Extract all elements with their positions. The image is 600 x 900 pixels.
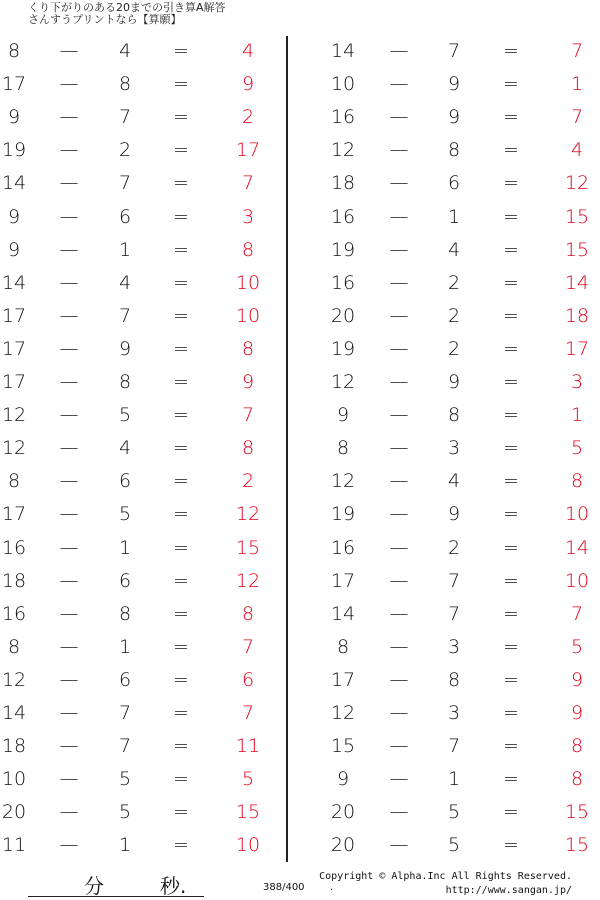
subtrahend: 7 <box>447 735 461 758</box>
subtrahend: 9 <box>118 337 132 360</box>
minuend: 17 <box>1 503 27 526</box>
minuend: 16 <box>1 602 27 625</box>
minus-sign: — <box>59 834 79 857</box>
answer: 2 <box>241 470 255 493</box>
page-number: 388/400 <box>263 882 305 893</box>
equals-sign: = <box>503 602 519 625</box>
minuend: 14 <box>330 602 356 625</box>
minuend: 14 <box>1 172 27 195</box>
minuend: 12 <box>330 371 356 393</box>
equals-sign: = <box>503 337 519 360</box>
minus-sign: — <box>59 602 79 625</box>
minus-sign: — <box>389 768 409 791</box>
minus-sign: — <box>59 304 79 327</box>
answer: 6 <box>241 668 255 691</box>
answer: 10 <box>235 834 261 857</box>
answer: 15 <box>235 536 261 559</box>
equals-sign: = <box>503 569 519 592</box>
answer: 12 <box>235 569 261 592</box>
minuend: 10 <box>330 73 356 96</box>
equals-sign: = <box>503 834 519 857</box>
answer: 10 <box>564 503 590 526</box>
minuend: 17 <box>1 304 27 327</box>
minus-sign: — <box>389 172 409 195</box>
equals-sign: = <box>503 536 519 559</box>
copyright-text: Copyright © Alpha.Inc All Rights Reserved. <box>319 871 572 882</box>
subtrahend: 9 <box>447 503 461 526</box>
answer: 7 <box>241 172 255 195</box>
minus-sign: — <box>389 602 409 625</box>
minus-sign: — <box>389 238 409 261</box>
equals-sign: = <box>503 106 519 129</box>
subtrahend: 2 <box>447 304 461 327</box>
equals-sign: = <box>503 205 519 228</box>
answer: 8 <box>241 337 255 360</box>
minus-sign: — <box>59 536 79 559</box>
seconds-label: 秒. <box>160 874 187 898</box>
minus-sign: — <box>389 668 409 691</box>
minuend: 9 <box>336 404 350 427</box>
minuend: 8 <box>7 40 21 62</box>
equals-sign: = <box>173 768 189 791</box>
subtrahend: 7 <box>118 702 132 724</box>
answer: 4 <box>241 40 255 62</box>
minus-sign: — <box>59 337 79 360</box>
answer: 10 <box>235 271 261 294</box>
minuend: 12 <box>330 702 356 724</box>
minus-sign: — <box>389 205 409 228</box>
minuend: 16 <box>330 536 356 559</box>
equals-sign: = <box>173 503 189 526</box>
minus-sign: — <box>59 569 79 592</box>
minus-sign: — <box>59 768 79 791</box>
title-line-1: くり下がりのある20までの引き算A解答 <box>28 1 226 14</box>
minuend: 17 <box>1 73 27 96</box>
minus-sign: — <box>389 73 409 96</box>
equals-sign: = <box>503 668 519 691</box>
minuend: 14 <box>1 271 27 294</box>
minuend: 14 <box>1 702 27 724</box>
copyright-block <box>319 870 572 898</box>
subtrahend: 3 <box>447 437 461 460</box>
subtrahend: 1 <box>447 768 461 791</box>
equals-sign: = <box>173 404 189 427</box>
minus-sign: — <box>389 40 409 62</box>
subtrahend: 9 <box>447 371 461 393</box>
minuend: 12 <box>330 470 356 493</box>
subtrahend: 8 <box>447 404 461 427</box>
subtrahend: 1 <box>447 205 461 228</box>
minuend: 8 <box>336 635 350 658</box>
minus-sign: — <box>59 801 79 824</box>
minus-sign: — <box>389 371 409 393</box>
answer: 10 <box>564 569 590 592</box>
minus-sign: — <box>59 139 79 162</box>
answer: 1 <box>570 73 584 96</box>
minuend: 19 <box>330 238 356 261</box>
subtrahend: 5 <box>118 404 132 427</box>
equals-sign: = <box>173 437 189 460</box>
equals-sign: = <box>173 106 189 129</box>
worksheet-title <box>28 2 226 26</box>
minuend: 16 <box>330 205 356 228</box>
site-url: http://www.sangan.jp/ <box>445 885 572 896</box>
minus-sign: — <box>389 437 409 460</box>
minuend: 17 <box>330 668 356 691</box>
answer: 3 <box>570 371 584 393</box>
equals-sign: = <box>503 702 519 724</box>
answer: 14 <box>564 536 590 559</box>
minuend: 10 <box>1 768 27 791</box>
answer: 8 <box>241 602 255 625</box>
subtrahend: 7 <box>118 735 132 758</box>
minus-sign: — <box>59 106 79 129</box>
subtrahend: 4 <box>118 40 132 62</box>
title-line-2: さんすうプリントなら【算願】 <box>28 13 182 26</box>
subtrahend: 2 <box>447 536 461 559</box>
minuend: 16 <box>330 271 356 294</box>
subtrahend: 5 <box>118 801 132 824</box>
minus-sign: — <box>389 801 409 824</box>
answer: 14 <box>564 271 590 294</box>
minuend: 20 <box>330 834 356 857</box>
minus-sign: — <box>59 73 79 96</box>
equals-sign: = <box>503 139 519 162</box>
minus-sign: — <box>389 635 409 658</box>
answer: 9 <box>241 73 255 96</box>
minuend: 8 <box>7 470 21 493</box>
subtrahend: 7 <box>118 304 132 327</box>
equals-sign: = <box>503 404 519 427</box>
minuend: 18 <box>330 172 356 195</box>
equals-sign: = <box>173 602 189 625</box>
answer: 4 <box>570 139 584 162</box>
subtrahend: 1 <box>118 635 132 658</box>
equals-sign: = <box>173 337 189 360</box>
minus-sign: — <box>389 271 409 294</box>
subtrahend: 4 <box>118 271 132 294</box>
answer: 2 <box>241 106 255 129</box>
answer: 12 <box>235 503 261 526</box>
subtrahend: 6 <box>118 569 132 592</box>
equals-sign: = <box>173 536 189 559</box>
minus-sign: — <box>59 470 79 493</box>
equals-sign: = <box>173 238 189 261</box>
subtrahend: 5 <box>447 834 461 857</box>
answer: 7 <box>241 702 255 724</box>
minuend: 12 <box>330 139 356 162</box>
answer: 8 <box>570 470 584 493</box>
equals-sign: = <box>173 569 189 592</box>
answer: 1 <box>570 404 584 427</box>
subtrahend: 5 <box>118 768 132 791</box>
answer: 5 <box>241 768 255 791</box>
subtrahend: 4 <box>447 470 461 493</box>
answer: 18 <box>564 304 590 327</box>
minuend: 16 <box>1 536 27 559</box>
subtrahend: 7 <box>118 106 132 129</box>
minuend: 9 <box>7 106 21 129</box>
equals-sign: = <box>503 40 519 62</box>
minus-sign: — <box>59 702 79 724</box>
subtrahend: 6 <box>118 668 132 691</box>
equals-sign: = <box>503 503 519 526</box>
answer: 15 <box>235 801 261 824</box>
subtrahend: 5 <box>118 503 132 526</box>
subtrahend: 1 <box>118 238 132 261</box>
answer: 3 <box>241 205 255 228</box>
answer: 8 <box>570 768 584 791</box>
subtrahend: 8 <box>118 73 132 96</box>
subtrahend: 2 <box>447 337 461 360</box>
equals-sign: = <box>173 635 189 658</box>
minuend: 8 <box>7 635 21 658</box>
minuend: 20 <box>330 801 356 824</box>
answer: 7 <box>570 40 584 62</box>
subtrahend: 9 <box>447 73 461 96</box>
equals-sign: = <box>173 172 189 195</box>
equals-sign: = <box>173 702 189 724</box>
subtrahend: 5 <box>447 801 461 824</box>
minuend: 12 <box>1 668 27 691</box>
answer: 15 <box>564 238 590 261</box>
minuend: 15 <box>330 735 356 758</box>
answer: 7 <box>241 635 255 658</box>
minus-sign: — <box>59 735 79 758</box>
equals-sign: = <box>503 238 519 261</box>
answer: 7 <box>570 602 584 625</box>
answer: 8 <box>241 437 255 460</box>
minuend: 8 <box>336 437 350 460</box>
minuend: 17 <box>1 371 27 393</box>
subtrahend: 8 <box>118 371 132 393</box>
minus-sign: — <box>389 304 409 327</box>
subtrahend: 1 <box>118 536 132 559</box>
answer: 9 <box>570 702 584 724</box>
equals-sign: = <box>503 735 519 758</box>
minuend: 16 <box>330 106 356 129</box>
minuend: 9 <box>7 238 21 261</box>
subtrahend: 7 <box>118 172 132 195</box>
equals-sign: = <box>173 834 189 857</box>
minus-sign: — <box>59 40 79 62</box>
equals-sign: = <box>503 371 519 393</box>
equals-sign: = <box>503 635 519 658</box>
equals-sign: = <box>173 139 189 162</box>
minus-sign: — <box>59 635 79 658</box>
minus-sign: — <box>389 337 409 360</box>
minuend: 19 <box>330 503 356 526</box>
answer: 7 <box>241 404 255 427</box>
equals-sign: = <box>173 205 189 228</box>
column-divider <box>286 36 288 862</box>
minus-sign: — <box>389 569 409 592</box>
minus-sign: — <box>389 735 409 758</box>
answer: 15 <box>564 205 590 228</box>
equals-sign: = <box>173 801 189 824</box>
minus-sign: — <box>59 205 79 228</box>
equals-sign: = <box>173 735 189 758</box>
answer: 5 <box>570 437 584 460</box>
equals-sign: = <box>503 768 519 791</box>
subtrahend: 4 <box>118 437 132 460</box>
answer: 17 <box>235 139 261 162</box>
answer: 17 <box>564 337 590 360</box>
equals-sign: = <box>173 668 189 691</box>
minuend: 14 <box>330 40 356 62</box>
subtrahend: 2 <box>118 139 132 162</box>
answer: 7 <box>570 106 584 129</box>
subtrahend: 8 <box>447 668 461 691</box>
minus-sign: — <box>389 834 409 857</box>
minus-sign: — <box>59 172 79 195</box>
minuend: 9 <box>336 768 350 791</box>
minutes-label: 分 <box>84 874 104 898</box>
equals-sign: = <box>173 371 189 393</box>
subtrahend: 7 <box>447 569 461 592</box>
equals-sign: = <box>503 470 519 493</box>
minus-sign: — <box>389 702 409 724</box>
minus-sign: — <box>389 503 409 526</box>
minus-sign: — <box>389 139 409 162</box>
footer-dot: . <box>330 882 334 893</box>
minus-sign: — <box>389 536 409 559</box>
answer: 9 <box>570 668 584 691</box>
equals-sign: = <box>503 73 519 96</box>
answer: 10 <box>235 304 261 327</box>
subtrahend: 7 <box>447 40 461 62</box>
equals-sign: = <box>503 801 519 824</box>
minus-sign: — <box>59 271 79 294</box>
subtrahend: 4 <box>447 238 461 261</box>
minuend: 17 <box>1 337 27 360</box>
minuend: 19 <box>1 139 27 162</box>
minus-sign: — <box>389 404 409 427</box>
minuend: 12 <box>1 437 27 460</box>
equals-sign: = <box>503 437 519 460</box>
minus-sign: — <box>59 371 79 393</box>
minuend: 20 <box>330 304 356 327</box>
minus-sign: — <box>389 470 409 493</box>
minus-sign: — <box>59 404 79 427</box>
minuend: 17 <box>330 569 356 592</box>
answer: 12 <box>564 172 590 195</box>
minuend: 12 <box>1 404 27 427</box>
answer: 8 <box>570 735 584 758</box>
minuend: 9 <box>7 205 21 228</box>
minuend: 20 <box>1 801 27 824</box>
subtrahend: 2 <box>447 271 461 294</box>
subtrahend: 8 <box>118 602 132 625</box>
equals-sign: = <box>173 304 189 327</box>
minuend: 19 <box>330 337 356 360</box>
subtrahend: 3 <box>447 702 461 724</box>
answer: 9 <box>241 371 255 393</box>
minuend: 11 <box>1 834 27 857</box>
subtrahend: 1 <box>118 834 132 857</box>
answer: 8 <box>241 238 255 261</box>
subtrahend: 6 <box>118 470 132 493</box>
answer: 15 <box>564 801 590 824</box>
equals-sign: = <box>503 304 519 327</box>
answer: 15 <box>564 834 590 857</box>
subtrahend: 6 <box>447 172 461 195</box>
minus-sign: — <box>59 238 79 261</box>
equals-sign: = <box>503 271 519 294</box>
answer: 11 <box>235 735 261 758</box>
subtrahend: 8 <box>447 139 461 162</box>
equals-sign: = <box>173 470 189 493</box>
equals-sign: = <box>173 40 189 62</box>
minus-sign: — <box>59 503 79 526</box>
answer: 5 <box>570 635 584 658</box>
equals-sign: = <box>503 172 519 195</box>
subtrahend: 6 <box>118 205 132 228</box>
subtrahend: 7 <box>447 602 461 625</box>
minuend: 18 <box>1 735 27 758</box>
equals-sign: = <box>173 271 189 294</box>
minuend: 18 <box>1 569 27 592</box>
minus-sign: — <box>59 437 79 460</box>
minus-sign: — <box>389 106 409 129</box>
subtrahend: 3 <box>447 635 461 658</box>
equals-sign: = <box>173 73 189 96</box>
minus-sign: — <box>59 668 79 691</box>
subtrahend: 9 <box>447 106 461 129</box>
